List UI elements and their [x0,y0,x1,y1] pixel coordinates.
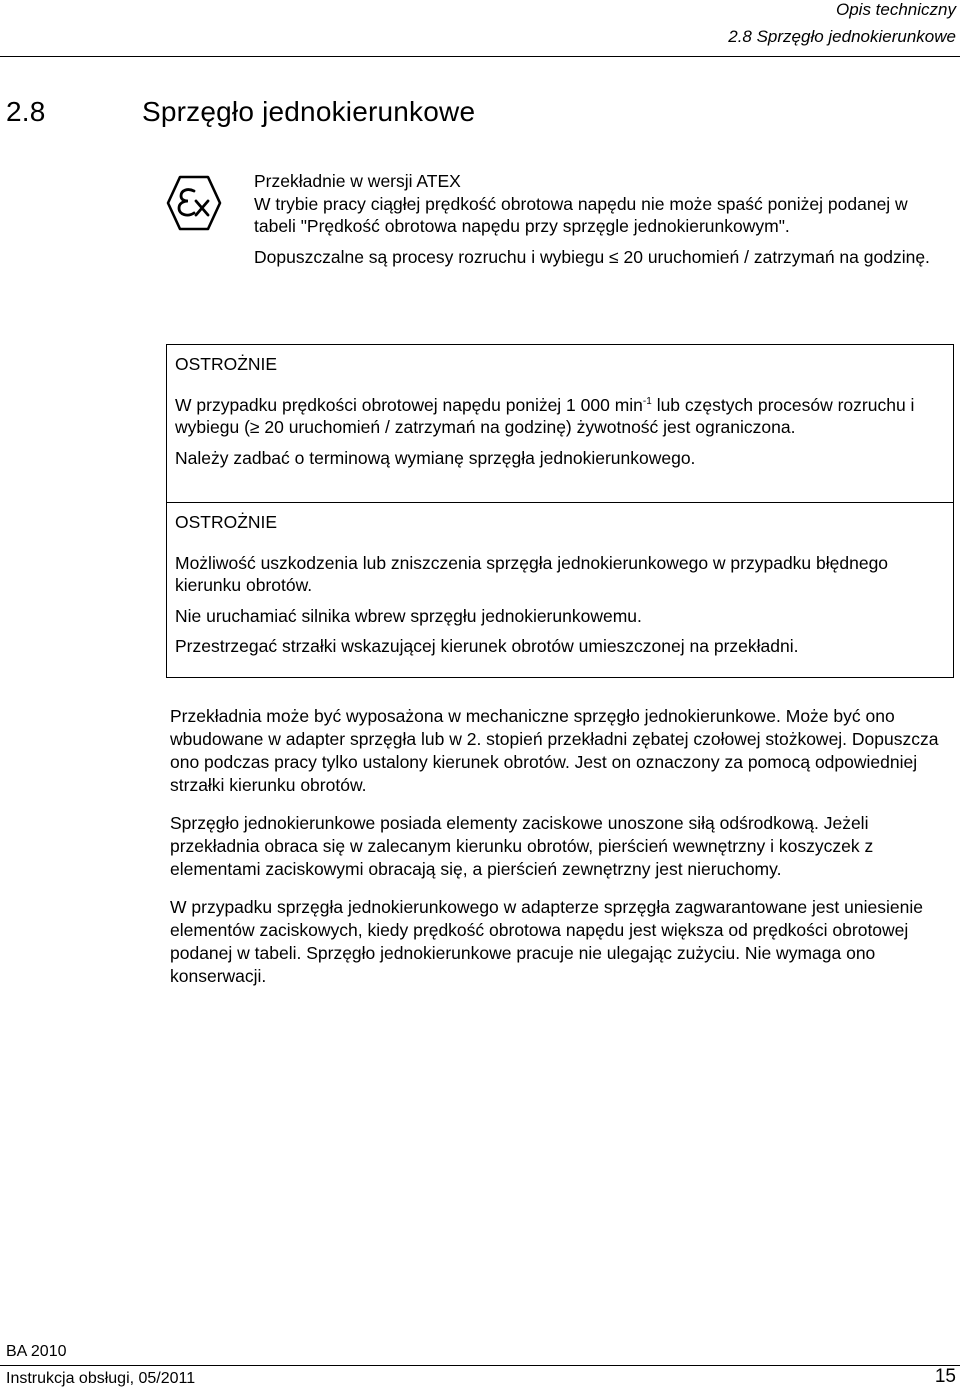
caution-title: OSTROŻNIE [175,354,278,374]
caution-paragraph: Możliwość uszkodzenia lub zniszczenia sprzęgła jednokierunkowego w przypadku błędnego kierunku obrotów. [175,552,889,595]
caution-paragraph [175,394,945,439]
section-number: 2.8 [6,96,46,127]
caution-paragraph: Przestrzegać strzałki wskazującej kierunek obrotów umieszczonej na przekładni. [175,636,799,656]
section-title: Sprzęgło jednokierunkowe [142,96,476,127]
page-number: 15 [934,1366,956,1387]
caution-box [166,502,954,678]
header-chapter: Opis techniczny [836,0,956,19]
body-paragraph: Przekładnia może być wyposażona w mechaniczne sprzęgło jednokierunkowe. Może być ono wbudowane w adapter sprzęgła lub w 2. stopień przekładni zębatej czołowej stożkowej. Dopuszcza ono podczas pracy tylko ustalony kierunek obrotów. Jest on oznaczony za pomocą odpowiedniej strzałki kierunku obrotów. [170,706,939,795]
caution-superscript: -1 [642,395,652,407]
caution-text: lub częstych procesów rozruchu i wybiegu (≥ 20 uruchomień / zatrzymań na godzinę) żywotność jest ograniczona. [175,394,915,437]
caution-paragraph: Należy zadbać o terminową wymianę sprzęgła jednokierunkowego. [175,447,696,468]
atex-note [254,170,954,276]
caution-box [166,344,954,503]
atex-paragraph: W trybie pracy ciągłej prędkość obrotowa napędu nie może spaść poniżej podanej w tabeli "Prędkość obrotowa napędu przy sprzęgle jednokierunkowym". [254,193,908,236]
footer-manual: Instrukcja obsługi, 05/2011 [6,1370,196,1387]
caution-paragraph: Nie uruchamiać silnika wbrew sprzęgłu jednokierunkowemu. [175,605,642,626]
caution-title: OSTROŻNIE [175,512,278,532]
header-divider [0,56,960,57]
ex-hexagon-icon [166,175,222,231]
header-section: 2.8 Sprzęgło jednokierunkowe [728,27,956,46]
footer-doc-id: BA 2010 [6,1343,67,1360]
body-paragraph: Sprzęgło jednokierunkowe posiada elementy zaciskowe unoszone siłą odśrodkową. Jeżeli przekładnia obraca się w zalecanym kierunku obrotów, pierścień wewnętrzny i koszyczek z elementami zaciskowymi obracają się, a pierścień zewnętrzny jest nieruchomy. [170,813,874,879]
caution-text: W przypadku prędkości obrotowej napędu poniżej 1 000 min [175,394,643,415]
atex-title: Przekładnie w wersji ATEX [254,171,461,191]
atex-paragraph: Dopuszczalne są procesy rozruchu i wybiegu ≤ 20 uruchomień / zatrzymań na godzinę. [254,246,930,267]
footer-divider [0,1365,960,1366]
section-heading [6,96,475,128]
body-text [170,705,950,1003]
body-paragraph: W przypadku sprzęgła jednokierunkowego w adapterze sprzęgła zagwarantowane jest uniesienie elementów zaciskowych, kiedy prędkość obrotowa napędu jest większa od prędkości obrotowej podanej w tabeli. Sprzęgło jednokierunkowe pracuje nie ulegając zużyciu. Nie wymaga ono konserwacji. [170,897,923,986]
